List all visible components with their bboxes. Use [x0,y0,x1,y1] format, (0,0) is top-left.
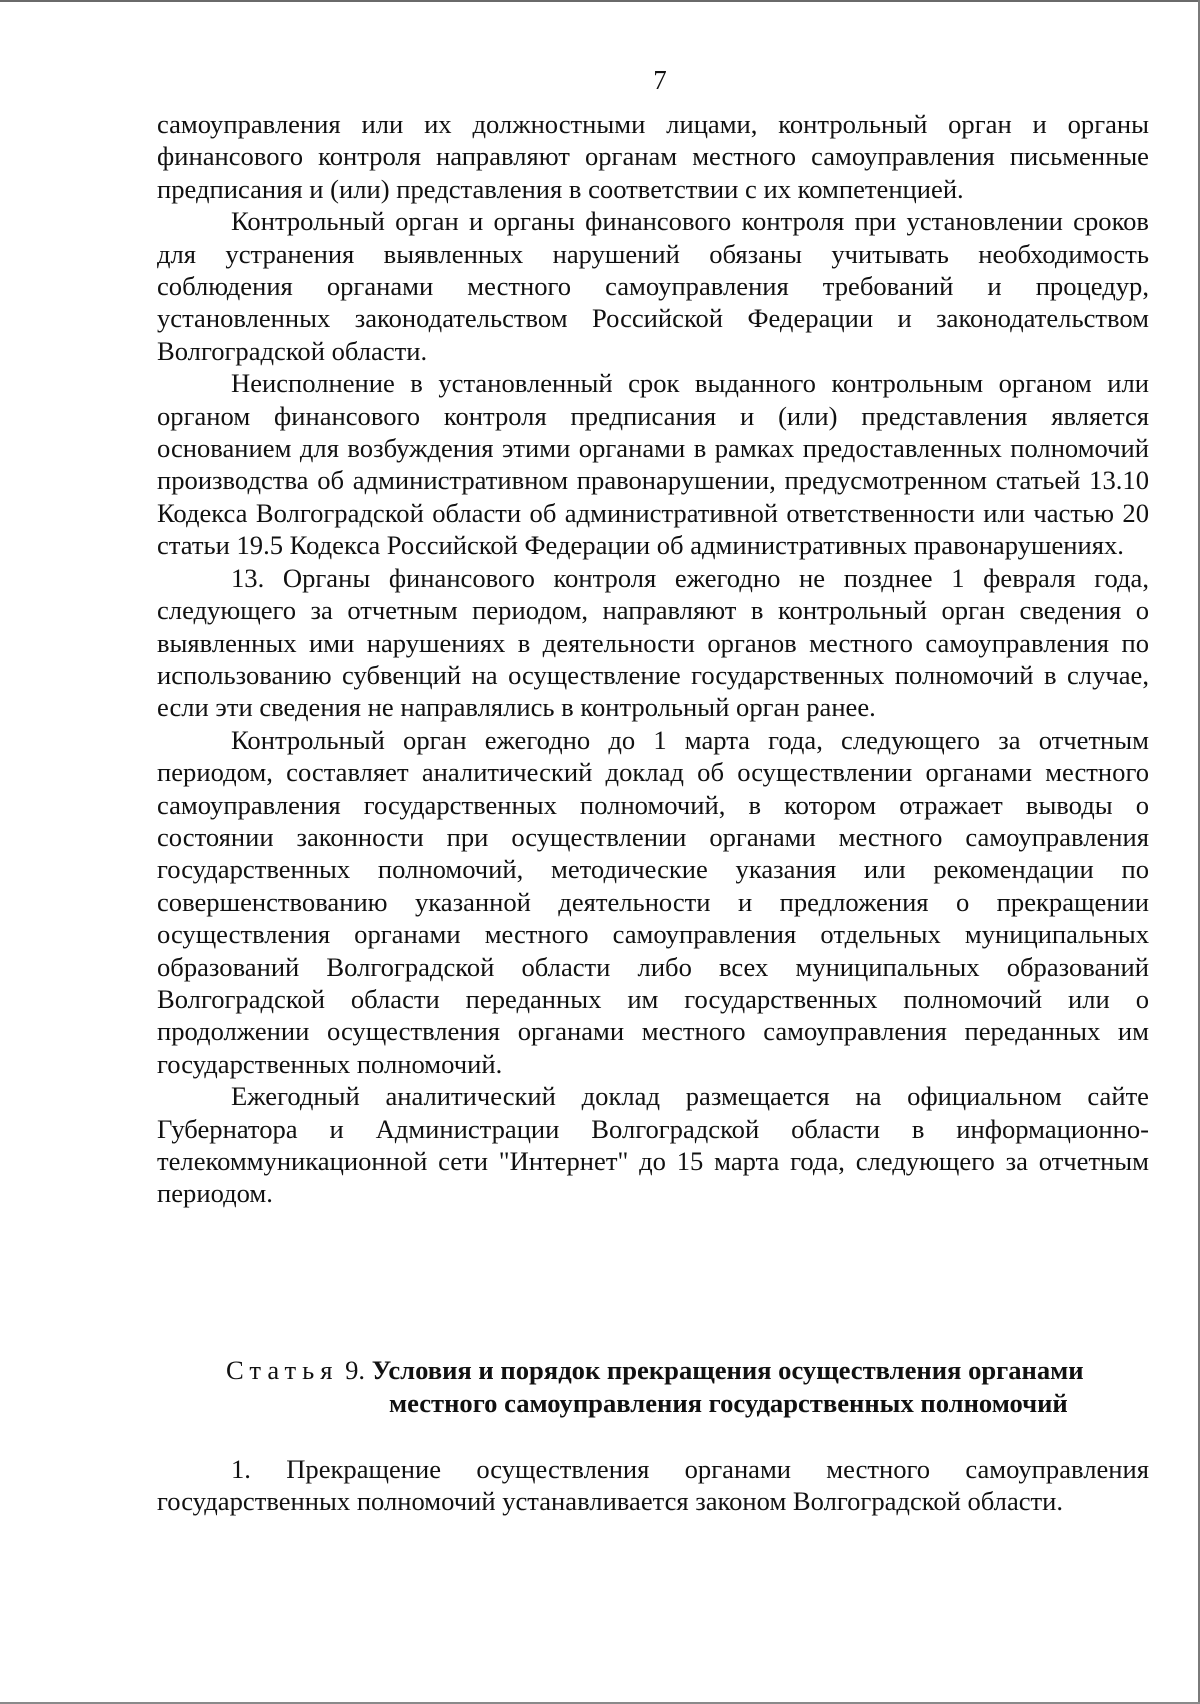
paragraph-deadlines: Контрольный орган и органы финансового контроля при установлении сроков для устранения выявленных нарушений обязаны учитывать необходимость соблюдения органами местного самоуправления требований и процедур, установленных законодательством Российской Федерации и законодательством Волгоградской области. [157,206,1149,366]
paragraph-item-13: 13. Органы финансового контроля ежегодно не позднее 1 февраля года, следующего за отчетным периодом, направляют в контрольный орган сведения о выявленных ими нарушениях в деятельности органов местного самоуправления по использованию субвенций на осуществление государственных полномочий в случае, если эти сведения не направлялись в контрольный орган ранее. [157,562,1149,723]
scan-edge-top [0,0,1200,2]
article-number: 9. [345,1355,366,1385]
article-title-line2: местного самоуправления государственных полномочий [389,1388,1068,1418]
paragraph-article-9-item-1: 1. Прекращение осуществления органами местного самоуправления государственных полномочий устанавливается законом Волгоградской области. [157,1454,1149,1517]
paragraph-report-publication: Ежегодный аналитический доклад размещается на официальном сайте Губернатора и Администрации Волгоградской области в информационно-телекоммуникационной сети "Интернет" до 15 марта года, следующего за отчетным периодом. [157,1081,1149,1209]
paragraph-continuation: самоуправления или их должностными лицами, контрольный орган и органы финансового контроля направляют органам местного самоуправления письменные предписания и (или) представления в соответствии с их компетенцией. [157,109,1149,204]
paragraph-annual-report: Контрольный орган ежегодно до 1 марта года, следующего за отчетным периодом, составляет аналитический доклад об осуществлении органами местного самоуправления государственных полномочий, в котором отражает выводы о состоянии законности при осуществлении органами местного самоуправления государственных полномочий, методические указания или рекомендации по совершенствованию указанной деятельности и предложения о прекращении осуществления органами местного самоуправления отдельных муниципальных образований Волгоградской области либо всех муниципальных образований Волгоградской области переданных им государственных полномочий или о продолжении осуществления органами местного самоуправления переданных им государственных полномочий. [157,724,1149,1079]
page-number: 7 [653,65,667,95]
paragraph-nonexecution: Неисполнение в установленный срок выданного контрольным органом или органом финансового контроля предписания и (или) представления является основанием для возбуждения этими органами в рамках предоставленных полномочий производства об административном правонарушении, предусмотренном статьей 13.10 Кодекса Волгоградской области об административной ответственности или частью 20 статьи 19.5 Кодекса Российской Федерации об административных правонарушениях. [157,368,1149,561]
article-prefix: Статья [226,1355,339,1385]
article-body [157,1453,1149,1518]
article-heading [226,1354,1156,1420]
article-title-line1: Условия и порядок прекращения осуществления органами [371,1355,1084,1385]
document-body [157,108,1149,1210]
